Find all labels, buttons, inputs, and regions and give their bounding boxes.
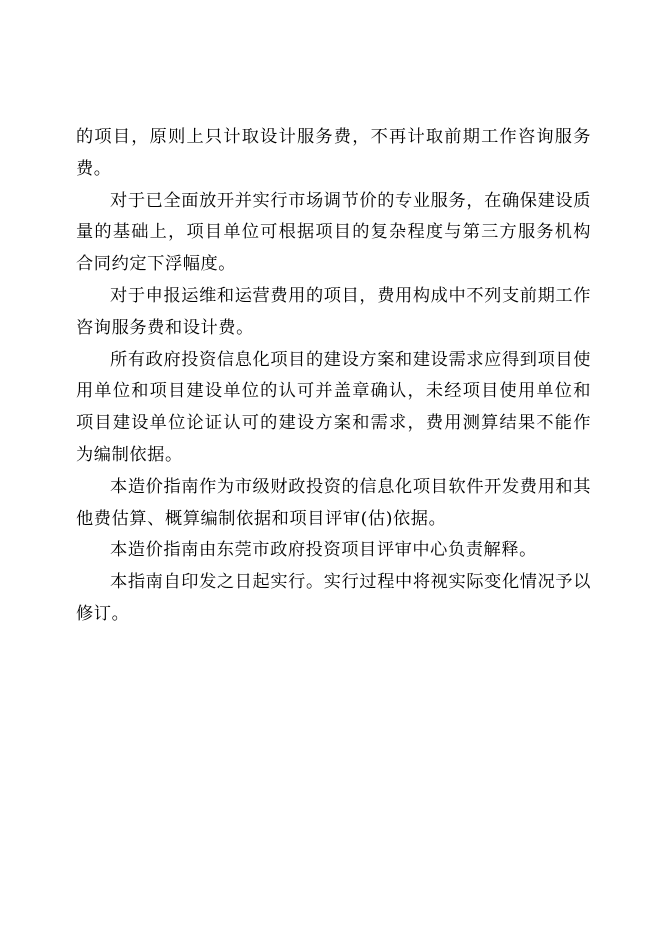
paragraph-continuation: 的项目，原则上只计取设计服务费，不再计取前期工作咨询服务费。 bbox=[76, 127, 591, 179]
paragraph-effective-date: 本指南自印发之日起实行。实行过程中将视实际变化情况予以修订。 bbox=[76, 572, 591, 624]
paragraph-guide-basis: 本造价指南作为市级财政投资的信息化项目软件开发费用和其他费估算、概算编制依据和项目评审(估)依据。 bbox=[76, 476, 591, 529]
paragraph-construction-plan: 所有政府投资信息化项目的建设方案和建设需求应得到项目使用单位和项目建设单位的认可并盖章确认，未经项目使用单位和项目建设单位论证认可的建设方案和需求，费用测算结果不能作为编制依据。 bbox=[76, 349, 591, 465]
paragraph-interpretation: 本造价指南由东莞市政府投资项目评审中心负责解释。 bbox=[110, 540, 537, 561]
paragraph-market-pricing: 对于已全面放开并实行市场调节价的专业服务，在确保建设质量的基础上，项目单位可根据项目的复杂程度与第三方服务机构合同约定下浮幅度。 bbox=[76, 190, 591, 275]
document-body bbox=[76, 122, 591, 631]
paragraph-operation-costs: 对于申报运维和运营费用的项目，费用构成中不列支前期工作咨询服务费和设计费。 bbox=[76, 285, 591, 338]
